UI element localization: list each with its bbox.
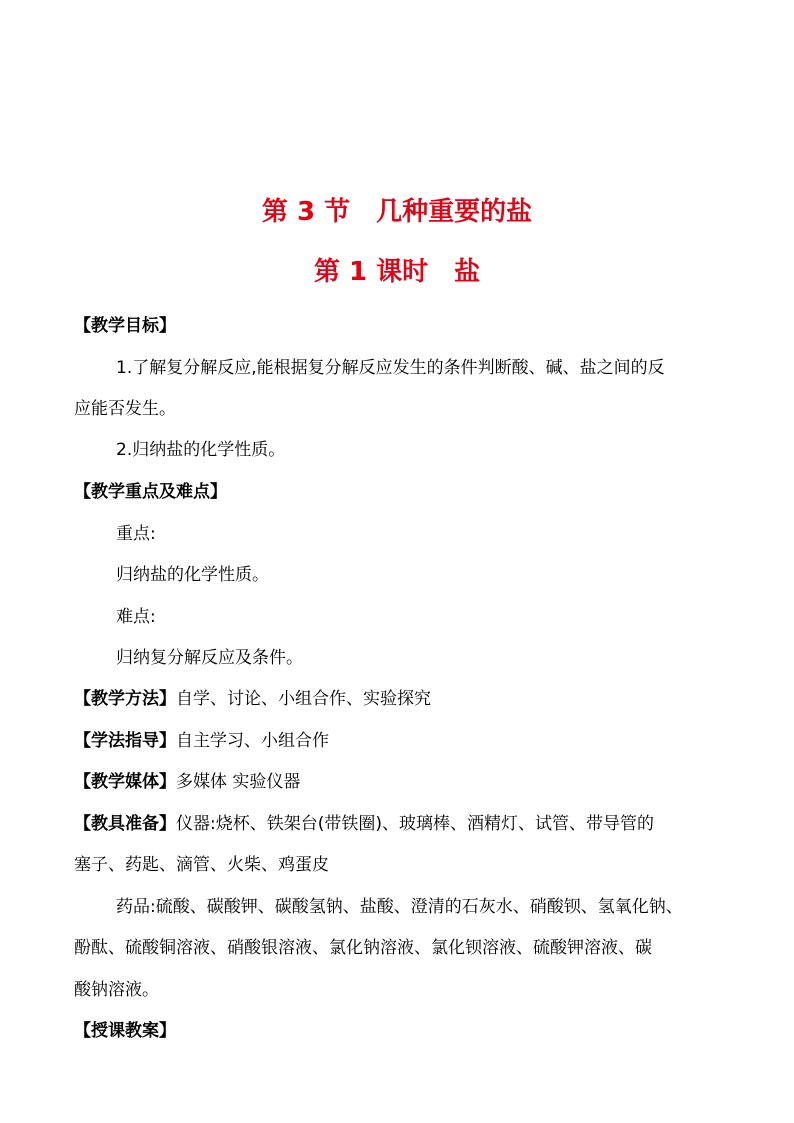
study-line: [74, 729, 734, 753]
tools-line-1: [74, 812, 734, 836]
method-text: 自学、讨论、小组合作、实验探究: [176, 689, 431, 709]
objectives-heading: 【教学目标】: [74, 316, 176, 336]
objectives-heading-line: [74, 314, 734, 338]
reagents-line-1: 药品:硫酸、碳酸钾、碳酸氢钠、盐酸、澄清的石灰水、硝酸钡、氢氧化钠、: [116, 897, 683, 917]
difficult-label: 难点:: [116, 607, 156, 627]
media-line: [74, 770, 734, 794]
tools-line-2: 塞子、药匙、滴管、火柴、鸡蛋皮: [74, 855, 329, 875]
key-points-heading: 【教学重点及难点】: [74, 482, 227, 502]
tools-heading: 【教具准备】: [74, 814, 176, 834]
lesson-plan-heading: 【授课教案】: [74, 1021, 176, 1041]
method-line: [74, 687, 734, 711]
media-text: 多媒体 实验仪器: [176, 772, 301, 792]
objective-1-line-1: 1.了解复分解反应,能根据复分解反应发生的条件判断酸、碱、盐之间的反: [116, 358, 665, 378]
reagents-line-3: 酸钠溶液。: [74, 980, 159, 1000]
page-title: 第 3 节 几种重要的盐: [261, 197, 533, 227]
key-text: 归纳盐的化学性质。: [116, 565, 269, 585]
lesson-plan-heading-line: [74, 1019, 734, 1043]
tools-text-1: 仪器:烧杯、铁架台(带铁圈)、玻璃棒、酒精灯、试管、带导管的: [176, 814, 654, 834]
page-subtitle: 第 1 课时 盐: [313, 257, 481, 287]
study-heading: 【学法指导】: [74, 731, 176, 751]
objective-1-line-2: 应能否发生。: [74, 399, 176, 419]
objective-2: 2.归纳盐的化学性质。: [116, 440, 286, 460]
difficult-text: 归纳复分解反应及条件。: [116, 648, 303, 668]
key-points-heading-line: [74, 480, 734, 504]
study-text: 自主学习、小组合作: [176, 731, 329, 751]
method-heading: 【教学方法】: [74, 689, 176, 709]
reagents-line-2: 酚酞、硫酸铜溶液、硝酸银溶液、氯化钠溶液、氯化钡溶液、硫酸钾溶液、碳: [74, 938, 652, 958]
media-heading: 【教学媒体】: [74, 772, 176, 792]
key-label: 重点:: [116, 524, 156, 544]
